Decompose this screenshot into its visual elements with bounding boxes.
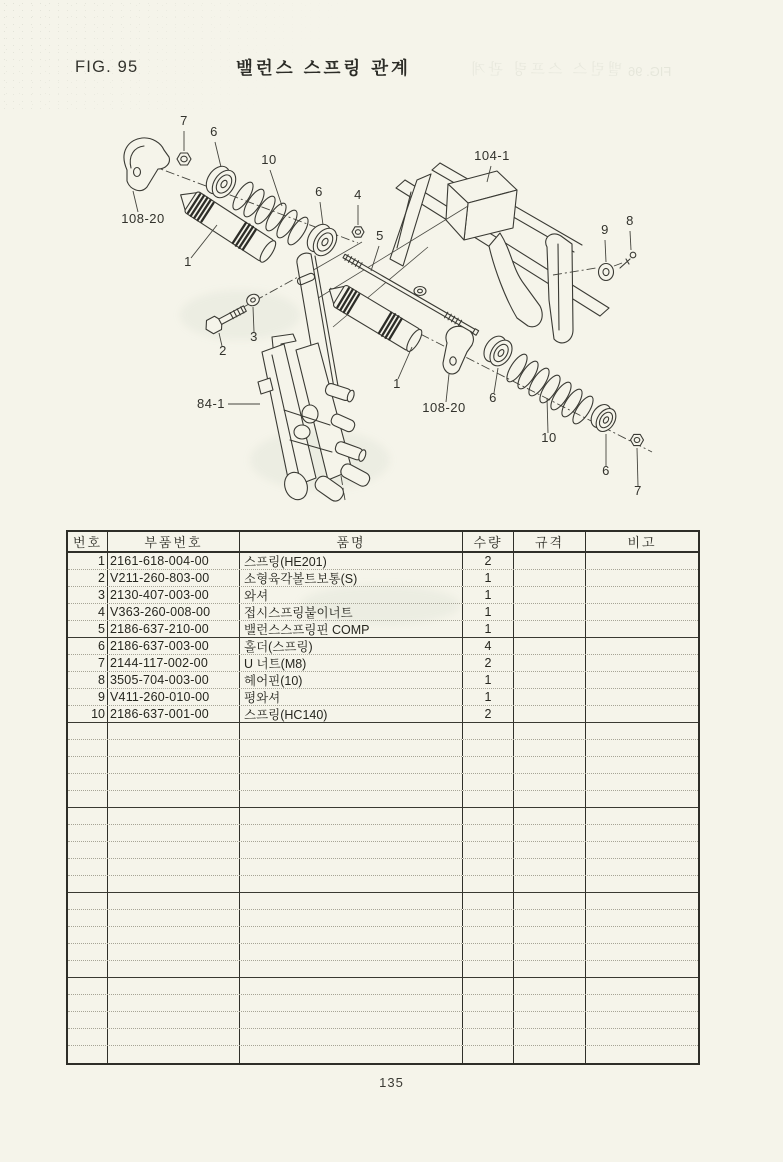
- table-row: [68, 978, 698, 995]
- table-cell: [68, 876, 108, 892]
- table-row: [68, 757, 698, 774]
- table-cell: U 너트(M8): [240, 655, 463, 671]
- table-cell: [514, 655, 586, 671]
- table-cell: [586, 995, 698, 1011]
- table-cell: [463, 825, 514, 841]
- table-cell: [586, 791, 698, 807]
- table-row: [68, 842, 698, 859]
- ghost-bleed-title: 밸런스 스프링 관계: [468, 61, 623, 78]
- callout-label: 6: [315, 184, 323, 199]
- table-row: [68, 570, 698, 587]
- callout-leader-line: [215, 142, 221, 167]
- callout-label: 6: [602, 463, 610, 478]
- table-cell: [68, 757, 108, 773]
- table-cell: [463, 808, 514, 824]
- table-cell: [586, 655, 698, 671]
- callout-leader-line: [630, 231, 631, 250]
- table-cell: [514, 893, 586, 909]
- table-cell: 2: [463, 553, 514, 569]
- table-cell: [108, 961, 240, 977]
- table-cell: 1: [463, 604, 514, 620]
- table-cell: [240, 995, 463, 1011]
- callout-leader-line: [270, 170, 282, 206]
- table-cell: 스프링(HE201): [240, 553, 463, 569]
- table-row: [68, 604, 698, 621]
- table-cell: [463, 842, 514, 858]
- callout-label: 6: [489, 390, 497, 405]
- table-cell: [586, 621, 698, 637]
- table-cell: [514, 757, 586, 773]
- table-cell: [463, 978, 514, 994]
- bolt-2: [203, 302, 249, 336]
- table-cell: [68, 808, 108, 824]
- table-cell: [586, 740, 698, 756]
- table-row: [68, 791, 698, 808]
- callout-label: 9: [601, 222, 609, 237]
- callout-leader-line: [446, 374, 449, 402]
- table-cell: [108, 791, 240, 807]
- table-cell: [68, 1029, 108, 1045]
- figure-number: FIG. 95: [75, 58, 139, 76]
- table-cell: 3505-704-003-00: [108, 672, 240, 688]
- callout-label: 1: [184, 254, 192, 269]
- table-cell: 8: [68, 672, 108, 688]
- table-cell: [586, 927, 698, 943]
- table-cell: 소형육각볼트보통(S): [240, 570, 463, 586]
- bracket-108-20-upper: [124, 138, 169, 191]
- table-cell: [463, 740, 514, 756]
- nut-7-upper: [177, 153, 191, 165]
- table-cell: [108, 995, 240, 1011]
- table-cell: [108, 740, 240, 756]
- table-cell: [514, 927, 586, 943]
- frame-104-1: [390, 163, 609, 343]
- table-cell: [514, 553, 586, 569]
- callout-leader-line: [398, 347, 412, 379]
- table-cell: [463, 757, 514, 773]
- table-row: [68, 723, 698, 740]
- table-cell: [463, 791, 514, 807]
- table-row: [68, 944, 698, 961]
- callout-label: 10: [261, 152, 277, 167]
- callout-leader-line: [191, 225, 217, 258]
- table-cell: [514, 587, 586, 603]
- callout-label: 7: [180, 113, 188, 128]
- table-cell: [68, 893, 108, 909]
- table-cell: 4: [68, 604, 108, 620]
- table-cell: [108, 944, 240, 960]
- table-cell: [68, 978, 108, 994]
- table-cell: 1: [68, 553, 108, 569]
- table-cell: [240, 825, 463, 841]
- hairpin-8: [620, 252, 636, 268]
- table-cell: 2186-637-003-00: [108, 638, 240, 654]
- table-cell: [68, 910, 108, 926]
- table-cell: [463, 876, 514, 892]
- table-cell: [240, 978, 463, 994]
- table-cell: 접시스프링붙이너트: [240, 604, 463, 620]
- column-header: 비고: [627, 535, 657, 550]
- callout-label: 108-20: [121, 211, 165, 226]
- page-title: 밸런스 스프링 관계: [236, 58, 411, 78]
- table-cell: [108, 876, 240, 892]
- table-row: [68, 910, 698, 927]
- table-cell: 2: [68, 570, 108, 586]
- table-row: [68, 621, 698, 638]
- table-cell: [514, 961, 586, 977]
- table-cell: 평와셔: [240, 689, 463, 705]
- table-cell: [514, 808, 586, 824]
- exploded-parts-diagram: [0, 0, 783, 530]
- table-cell: [463, 910, 514, 926]
- holder-6-lower-left: [479, 332, 516, 370]
- table-cell: [240, 910, 463, 926]
- table-cell: [68, 859, 108, 875]
- table-cell: [514, 978, 586, 994]
- table-cell: [586, 723, 698, 739]
- table-cell: [108, 825, 240, 841]
- table-cell: V411-260-010-00: [108, 689, 240, 705]
- table-cell: [463, 1046, 514, 1063]
- callout-leader-line: [637, 448, 638, 486]
- spring-10-lower: [503, 351, 596, 426]
- table-cell: [586, 859, 698, 875]
- table-cell: [586, 604, 698, 620]
- table-cell: [68, 740, 108, 756]
- table-row: [68, 825, 698, 842]
- callout-label: 1: [393, 376, 401, 391]
- table-cell: [108, 842, 240, 858]
- table-row: [68, 706, 698, 723]
- table-row: [68, 672, 698, 689]
- washer-9: [599, 264, 614, 281]
- table-cell: [586, 961, 698, 977]
- table-cell: [68, 961, 108, 977]
- column-header: 수량: [463, 532, 514, 551]
- table-cell: [108, 859, 240, 875]
- callout-label: 8: [626, 213, 634, 228]
- table-cell: [68, 842, 108, 858]
- table-cell: [240, 757, 463, 773]
- table-row: [68, 774, 698, 791]
- table-cell: 4: [463, 638, 514, 654]
- table-cell: 스프링(HC140): [240, 706, 463, 722]
- table-cell: V363-260-008-00: [108, 604, 240, 620]
- table-cell: [108, 927, 240, 943]
- table-row: [68, 655, 698, 672]
- table-cell: [514, 689, 586, 705]
- table-cell: [514, 825, 586, 841]
- table-cell: [68, 927, 108, 943]
- table-cell: [586, 553, 698, 569]
- table-cell: 1: [463, 587, 514, 603]
- table-cell: [240, 808, 463, 824]
- table-cell: [240, 961, 463, 977]
- table-cell: [240, 740, 463, 756]
- table-cell: [463, 859, 514, 875]
- table-cell: [586, 842, 698, 858]
- page-number: 135: [379, 1075, 404, 1090]
- table-cell: 홀더(스프링): [240, 638, 463, 654]
- table-cell: 2186-637-210-00: [108, 621, 240, 637]
- table-cell: [586, 570, 698, 586]
- table-cell: 7: [68, 655, 108, 671]
- table-row: [68, 638, 698, 655]
- table-cell: [68, 791, 108, 807]
- callout-label: 2: [219, 343, 227, 358]
- table-cell: [514, 621, 586, 637]
- callout-label: 84-1: [196, 396, 226, 411]
- table-cell: 1: [463, 570, 514, 586]
- column-header: 번호: [68, 532, 108, 551]
- table-cell: [463, 1012, 514, 1028]
- table-cell: [586, 910, 698, 926]
- callout-leader-line: [133, 191, 138, 212]
- table-cell: [514, 1012, 586, 1028]
- table-cell: [463, 961, 514, 977]
- table-cell: [240, 1012, 463, 1028]
- column-header: 부품번호: [108, 532, 240, 551]
- column-header: 규격: [514, 532, 586, 551]
- table-cell: [514, 706, 586, 722]
- table-cell: [463, 927, 514, 943]
- table-cell: [514, 910, 586, 926]
- table-cell: [240, 791, 463, 807]
- table-cell: [514, 995, 586, 1011]
- table-cell: [240, 842, 463, 858]
- table-cell: 2: [463, 655, 514, 671]
- table-cell: [586, 944, 698, 960]
- table-cell: [68, 723, 108, 739]
- table-cell: [586, 1012, 698, 1028]
- table-cell: 1: [463, 672, 514, 688]
- table-row: [68, 893, 698, 910]
- table-cell: [240, 723, 463, 739]
- table-cell: [108, 808, 240, 824]
- table-row: [68, 740, 698, 757]
- table-cell: 와셔: [240, 587, 463, 603]
- table-cell: V211-260-803-00: [108, 570, 240, 586]
- table-row: [68, 1029, 698, 1046]
- table-cell: [463, 774, 514, 790]
- table-cell: [514, 740, 586, 756]
- table-cell: [68, 1046, 108, 1063]
- callout-label: 7: [634, 483, 642, 498]
- table-cell: [514, 723, 586, 739]
- table-cell: 3: [68, 587, 108, 603]
- table-cell: [514, 774, 586, 790]
- table-cell: [240, 893, 463, 909]
- table-cell: 1: [463, 621, 514, 637]
- table-cell: [240, 876, 463, 892]
- table-cell: [108, 893, 240, 909]
- table-row: [68, 689, 698, 706]
- cylinder-1-lower: [323, 279, 425, 354]
- table-cell: 2186-637-001-00: [108, 706, 240, 722]
- table-cell: [586, 1046, 698, 1063]
- callout-leader-line: [320, 202, 323, 225]
- table-cell: 헤어핀(10): [240, 672, 463, 688]
- table-cell: [586, 774, 698, 790]
- table-row: [68, 927, 698, 944]
- table-cell: [586, 893, 698, 909]
- table-cell: [108, 1012, 240, 1028]
- nut-4: [352, 227, 364, 237]
- ghost-bleed-fig: FIG. 96: [628, 64, 672, 79]
- table-cell: [68, 995, 108, 1011]
- table-cell: [108, 910, 240, 926]
- table-cell: [240, 774, 463, 790]
- table-row: [68, 995, 698, 1012]
- callout-label: 6: [210, 124, 218, 139]
- table-cell: [514, 672, 586, 688]
- table-cell: [108, 1029, 240, 1045]
- table-cell: [108, 757, 240, 773]
- table-header-row: [68, 532, 698, 553]
- table-cell: [586, 587, 698, 603]
- callout-leader-line: [547, 398, 548, 433]
- table-cell: [240, 927, 463, 943]
- table-cell: 밸런스스프링핀 COMP: [240, 621, 463, 637]
- pedal-assembly-84-1: [258, 334, 372, 504]
- callout-label: 108-20: [422, 400, 466, 415]
- table-cell: 2130-407-003-00: [108, 587, 240, 603]
- table-cell: [586, 876, 698, 892]
- table-cell: [514, 859, 586, 875]
- table-cell: [514, 876, 586, 892]
- table-cell: [514, 604, 586, 620]
- table-row: [68, 876, 698, 893]
- table-row: [68, 553, 698, 570]
- table-cell: 1: [463, 689, 514, 705]
- table-cell: [514, 944, 586, 960]
- table-cell: [240, 1046, 463, 1063]
- table-cell: [108, 774, 240, 790]
- table-row: [68, 1046, 698, 1063]
- table-row: [68, 1012, 698, 1029]
- nut-7-lower: [631, 434, 644, 445]
- table-row: [68, 587, 698, 604]
- table-cell: [240, 859, 463, 875]
- column-header: 품명: [240, 532, 463, 551]
- bracket-108-20-lower: [443, 326, 473, 374]
- table-cell: [514, 1046, 586, 1063]
- table-cell: [514, 842, 586, 858]
- table-cell: [586, 825, 698, 841]
- table-cell: 6: [68, 638, 108, 654]
- table-cell: [108, 1046, 240, 1063]
- table-cell: 2161-618-004-00: [108, 553, 240, 569]
- table-cell: [68, 1012, 108, 1028]
- table-cell: [108, 978, 240, 994]
- table-cell: 2144-117-002-00: [108, 655, 240, 671]
- callout-leader-line: [605, 240, 606, 262]
- table-cell: [514, 570, 586, 586]
- table-row: [68, 961, 698, 978]
- table-cell: [108, 723, 240, 739]
- table-cell: 5: [68, 621, 108, 637]
- table-cell: [586, 808, 698, 824]
- table-cell: [586, 757, 698, 773]
- table-cell: [463, 893, 514, 909]
- parts-table: [66, 530, 700, 1065]
- callout-label: 10: [541, 430, 557, 445]
- table-cell: [586, 706, 698, 722]
- table-cell: 2: [463, 706, 514, 722]
- holder-6-upper-left: [201, 162, 240, 202]
- table-cell: [586, 672, 698, 688]
- callout-leader-line: [371, 246, 379, 271]
- table-cell: [586, 638, 698, 654]
- callout-label: 4: [354, 187, 362, 202]
- table-cell: [68, 944, 108, 960]
- table-cell: [514, 1029, 586, 1045]
- table-row: [68, 859, 698, 876]
- table-cell: [586, 978, 698, 994]
- table-cell: 9: [68, 689, 108, 705]
- table-cell: [68, 774, 108, 790]
- table-cell: [463, 1029, 514, 1045]
- table-cell: [514, 638, 586, 654]
- table-cell: [68, 825, 108, 841]
- table-cell: [514, 791, 586, 807]
- table-cell: [586, 689, 698, 705]
- table-cell: [240, 944, 463, 960]
- table-cell: [240, 1029, 463, 1045]
- table-cell: [463, 995, 514, 1011]
- table-cell: [586, 1029, 698, 1045]
- table-cell: 10: [68, 706, 108, 722]
- callout-label: 3: [250, 329, 258, 344]
- table-cell: [463, 944, 514, 960]
- callout-label: 104-1: [474, 148, 510, 163]
- table-cell: [463, 723, 514, 739]
- table-row: [68, 808, 698, 825]
- callout-label: 5: [376, 228, 384, 243]
